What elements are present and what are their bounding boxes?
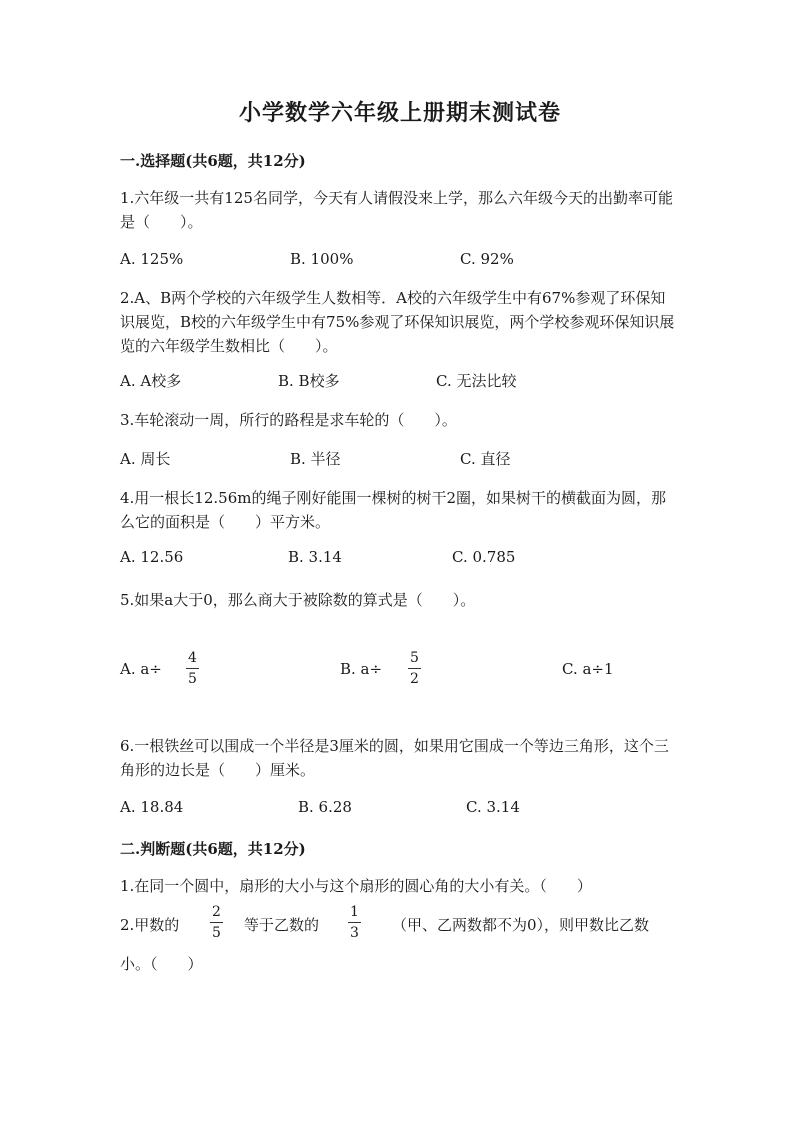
- judgement-1: 1.在同一个圆中，扇形的大小与这个扇形的圆心角的大小有关。（ ）: [120, 877, 592, 895]
- question-3: 3.车轮滚动一周，所行的路程是求车轮的（ ）。: [120, 411, 457, 429]
- denominator: 5: [188, 671, 197, 687]
- judgement-2-part2: 等于乙数的: [244, 916, 320, 934]
- fraction-bar: [210, 922, 223, 923]
- question-2: 2.A、B两个学校的六年级学生人数相等．A校的六年级学生中有67%参观了环保知识展览，B校的六年级学生中有75%参观了环保知识展览，两个学校参观环保知识展览的六年级学生数相比（ ）。: [120, 289, 675, 355]
- option-b: B. B校多: [278, 372, 340, 390]
- judgement-2-part1: 2.甲数的: [120, 916, 180, 934]
- option-b: B. 6.28: [298, 798, 352, 816]
- denominator: 5: [212, 925, 221, 941]
- fraction-bar: [348, 922, 361, 923]
- option-c: C. 0.785: [452, 548, 516, 566]
- fraction-bar: [408, 668, 421, 669]
- question-1: 1.六年级一共有125名同学，今天有人请假没来上学，那么六年级今天的出勤率可能是（ ）。: [120, 189, 673, 231]
- question-1-options: [120, 250, 680, 274]
- option-c: C. 无法比较: [436, 372, 517, 390]
- section-heading-judgement: 二.判断题(共6题，共12分): [120, 840, 306, 858]
- option-a-fraction: [186, 650, 199, 687]
- option-a: A. 18.84: [120, 798, 184, 816]
- numerator: 1: [350, 904, 359, 920]
- option-b: B. 半径: [290, 450, 341, 468]
- judgement-2-fraction-2: [348, 904, 361, 941]
- option-c: C. a÷1: [562, 660, 614, 678]
- question-5: 5.如果a大于0，那么商大于被除数的算式是（ ）。: [120, 591, 476, 609]
- option-a: A. 125%: [120, 250, 184, 268]
- question-6-options: [120, 798, 680, 822]
- question-4: 4.用一根长12.56m的绳子刚好能围一棵树的树干2圈，如果树干的横截面为圆，那么它的面积是（ ）平方米。: [120, 489, 667, 531]
- numerator: 2: [212, 904, 221, 920]
- denominator: 2: [410, 671, 419, 687]
- denominator: 3: [350, 925, 359, 941]
- numerator: 4: [188, 650, 197, 666]
- question-5-options: [120, 650, 680, 690]
- option-a: A. 周长: [120, 450, 171, 468]
- option-a: A. A校多: [120, 372, 182, 390]
- option-a: A. a÷: [120, 660, 162, 678]
- judgement-2: [120, 904, 680, 944]
- question-3-options: [120, 448, 680, 472]
- option-c: C. 3.14: [466, 798, 520, 816]
- option-b: B. 3.14: [288, 548, 342, 566]
- option-b: B. 100%: [290, 250, 354, 268]
- numerator: 5: [410, 650, 419, 666]
- judgement-2-part3: （甲、乙两数都不为0），则甲数比乙数: [392, 916, 650, 934]
- question-6: 6.一根铁丝可以围成一个半径是3厘米的圆，如果用它围成一个等边三角形，这个三角形的边长是（ ）厘米。: [120, 737, 669, 779]
- section-heading-choice: 一.选择题(共6题，共12分): [120, 152, 306, 170]
- judgement-2-fraction-1: [210, 904, 223, 941]
- judgement-2-line2: 小。（ ）: [120, 955, 203, 973]
- option-c: C. 92%: [460, 250, 514, 268]
- option-a: A. 12.56: [120, 548, 184, 566]
- option-b: B. a÷: [340, 660, 383, 678]
- option-b-fraction: [408, 650, 421, 687]
- question-4-options: [120, 548, 680, 572]
- page-title: 小学数学六年级上册期末测试卷: [238, 100, 561, 126]
- fraction-bar: [186, 668, 199, 669]
- option-c: C. 直径: [460, 450, 511, 468]
- question-2-options: [120, 370, 680, 394]
